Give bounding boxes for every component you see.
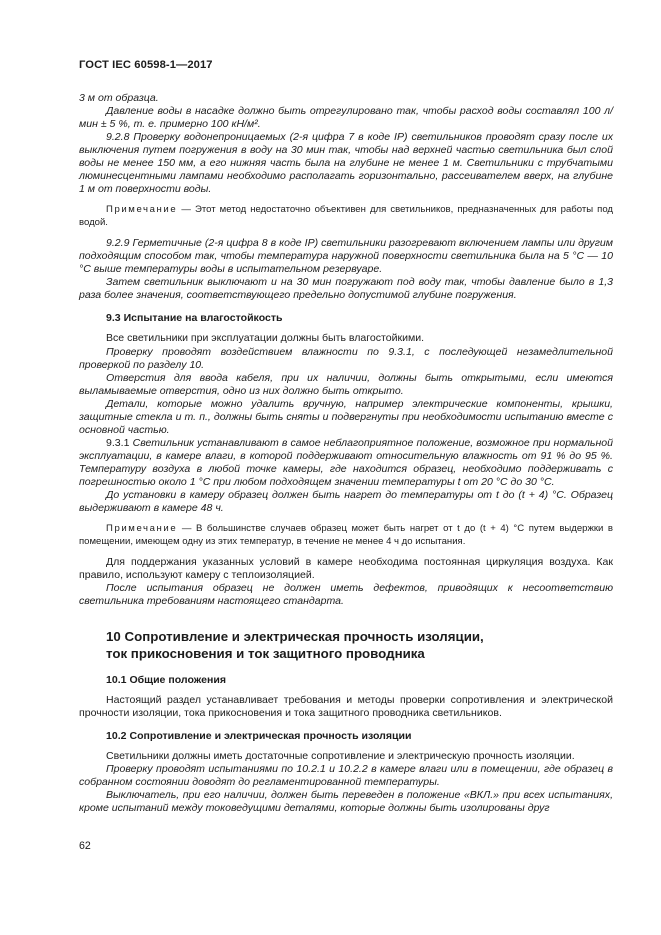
heading-line: ток прикосновения и ток защитного проводника [106, 646, 425, 662]
paragraph: Проверку проводят воздействием влажности по 9.3.1, с последующей незамедлительной проверкой по разделу 10. [79, 345, 613, 371]
paragraph: 3 м от образца. [79, 92, 159, 104]
note-text: — Этот метод недостаточно объективен для светильников, предназначенных для работы под водой. [79, 204, 613, 228]
section-heading-10-1: 10.1 Общие положения [106, 673, 226, 686]
paragraph: После испытания образец не должен иметь дефектов, приводящих к несоответствию светильника требованиям настоящего стандарта. [79, 582, 613, 608]
note-text: — В большинстве случаев образец может быть нагрет от t до (t + 4) °С путем выдержки в помещении, имеющем одну из этих температур, в течение не менее 4 ч до испытания. [79, 523, 613, 547]
note-label: Примечание [106, 523, 178, 535]
paragraph: Выключатель, при его наличии, должен быть переведен в положение «ВКЛ.» при всех испытаниях, кроме испытаний между токоведущими деталями, которые должны быть изолированы друг [79, 788, 613, 814]
note [79, 204, 613, 229]
note [79, 523, 613, 548]
paragraph: Детали, которые можно удалить вручную, например электрические компоненты, крышки, защитные стекла и т. п., должны быть сняты и подвергнуты при необходимости испытанию вместе с основной частью. [79, 397, 613, 436]
section-heading-10-2: 10.2 Сопротивление и электрическая прочность изоляции [106, 729, 412, 742]
note-label: Примечание [106, 204, 178, 216]
section-heading-10 [79, 628, 613, 662]
clause-9-2-8: 9.2.8 Проверку водонепроницаемых (2-я цифра 7 в коде IP) светильников проводят сразу после их выключения путем погружения в воду на 30 мин так, чтобы над верхней частью светильника был слой воды не менее 150 мм, а его нижняя часть была на глубине не менее 1 м. Светильники с трубчатыми люминесцентными лампами необходимо располагать горизонтально, рассеивателем вверх, на глубине 1 м от поверхности воды. [79, 131, 613, 196]
paragraph: Настоящий раздел устанавливает требования и методы проверки сопротивления и электрической прочности изоляции, тока прикосновения и тока защитного проводника светильников. [79, 693, 613, 719]
clause-number: 9.3.1 [106, 436, 130, 449]
heading-line: 10 Сопротивление и электрическая прочность изоляции, [106, 629, 484, 645]
standard-header: ГОСТ IEC 60598-1—2017 [79, 59, 213, 71]
page-number: 62 [79, 840, 91, 852]
paragraph: Для поддержания указанных условий в камере необходима постоянная циркуляция воздуха. Как правило, используют камеру с теплоизоляцией. [79, 555, 613, 581]
paragraph: До установки в камеру образец должен быть нагрет до температуры от t до (t + 4) °С. Образец выдерживают в камере 48 ч. [79, 489, 613, 515]
clause-9-2-9: 9.2.9 Герметичные (2-я цифра 8 в коде IP) светильники разогревают включением лампы или другим подходящим способом так, чтобы температура наружной поверхности светильника была на 5 °С — 10 °С выше температуры воды в испытательном резервуаре. [79, 237, 613, 276]
paragraph: Давление воды в насадке должно быть отрегулировано так, чтобы расход воды составлял 100 л/мин ± 5 %, т. е. примерно 100 кН/м². [79, 105, 613, 131]
paragraph: Проверку проводят испытаниями по 10.2.1 и 10.2.2 в камере влаги или в помещении, где образец в собранном состоянии доводят до регламентированной температуры. [79, 762, 613, 788]
clause-text: Светильник устанавливают в самое неблагоприятное положение, возможное при нормальной эксплуатации, в камере влаги, в которой поддерживают относительную влажность от 91 % до 95 %. Температуру воздуха в любой точке камеры, где находится образец, необходимо поддерживать с погрешностью около 1 °С при любом подходящем значении температуры t от 20 °С до 30 °С. [79, 436, 613, 488]
paragraph: Затем светильник выключают и на 30 мин погружают под воду так, чтобы давление было в 1,3 раза более значения, соответствующего предельно допустимой глубине погружения. [79, 276, 613, 302]
paragraph: Все светильники при эксплуатации должны быть влагостойкими. [106, 332, 425, 345]
paragraph: Отверстия для ввода кабеля, при их наличии, должны быть открытыми, если имеются выламываемые отверстия, одно из них должно быть открыто. [79, 371, 613, 397]
page-body [79, 92, 613, 815]
paragraph: Светильники должны иметь достаточные сопротивление и электрическую прочность изоляции. [106, 749, 575, 762]
clause-9-3-1 [79, 437, 613, 489]
section-heading-9-3: 9.3 Испытание на влагостойкость [106, 312, 283, 325]
